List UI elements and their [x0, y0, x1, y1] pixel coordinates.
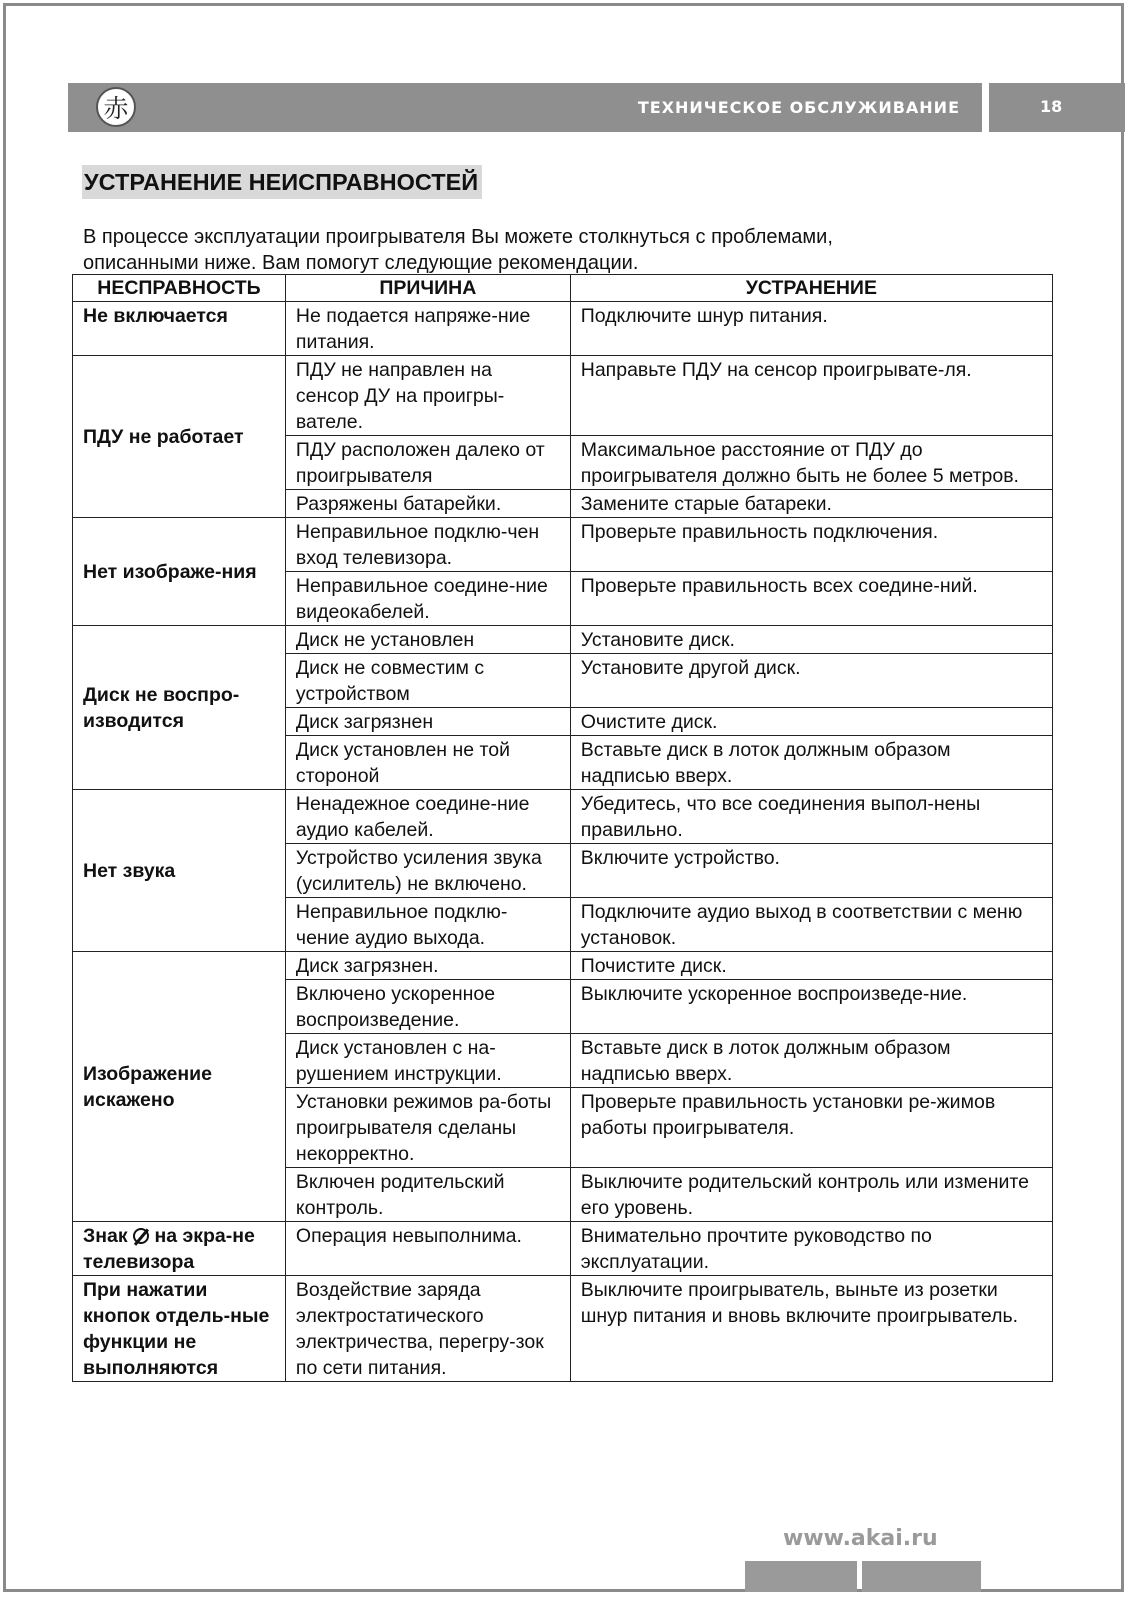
- table-row: [73, 518, 1053, 572]
- prohibited-sign-icon: [133, 1228, 149, 1244]
- cause-cell: Неправильное соедине-ние видеокабелей.: [285, 572, 570, 626]
- cause-cell: Включено ускоренное воспроизведение.: [285, 980, 570, 1034]
- intro-paragraph: [83, 224, 1043, 276]
- section-title: УСТРАНЕНИЕ НЕИСПРАВНОСТЕЙ: [82, 165, 482, 199]
- remedy-cell: Подключите шнур питания.: [570, 302, 1052, 356]
- remedy-cell: Внимательно прочтите руководство по эксплуатации.: [570, 1222, 1052, 1276]
- remedy-cell: Установите диск.: [570, 626, 1052, 654]
- cause-cell: Не подается напряже-ние питания.: [285, 302, 570, 356]
- remedy-cell: Очистите диск.: [570, 708, 1052, 736]
- cause-cell: Установки режимов ра-боты проигрывателя сделаны некорректно.: [285, 1088, 570, 1168]
- remedy-cell: Убедитесь, что все соединения выпол-нены правильно.: [570, 790, 1052, 844]
- fault-cell: Диск не воспро-изводится: [73, 626, 286, 790]
- remedy-cell: Проверьте правильность подключения.: [570, 518, 1052, 572]
- remedy-cell: Выключите родительский контроль или измените его уровень.: [570, 1168, 1052, 1222]
- table-row: [73, 952, 1053, 980]
- cause-cell: Операция невыполнима.: [285, 1222, 570, 1276]
- header-fault: НЕСПРАВНОСТЬ: [73, 275, 286, 302]
- akai-logo: 赤: [96, 87, 136, 127]
- fault-cell: Нет изображе-ния: [73, 518, 286, 626]
- footer-block-left: [745, 1561, 857, 1592]
- table-header-row: [73, 275, 1053, 302]
- remedy-cell: Замените старые батареки.: [570, 490, 1052, 518]
- footer-block-right: [862, 1561, 981, 1592]
- cause-cell: Диск загрязнен: [285, 708, 570, 736]
- cause-cell: Диск не совместим с устройством: [285, 654, 570, 708]
- table-row: [73, 1276, 1053, 1382]
- fault-cell: Нет звука: [73, 790, 286, 952]
- cause-cell: Неправильное подклю-чение аудио выхода.: [285, 898, 570, 952]
- cause-cell: Диск установлен с на-рушением инструкции.: [285, 1034, 570, 1088]
- remedy-cell: Подключите аудио выход в соответствии с меню установок.: [570, 898, 1052, 952]
- remedy-cell: Почистите диск.: [570, 952, 1052, 980]
- header-remedy: УСТРАНЕНИЕ: [570, 275, 1052, 302]
- remedy-cell: Направьте ПДУ на сенсор проигрывате-ля.: [570, 356, 1052, 436]
- table-row: [73, 626, 1053, 654]
- remedy-cell: Вставьте диск в лоток должным образом надписью вверх.: [570, 1034, 1052, 1088]
- table-row: [73, 1222, 1053, 1276]
- header-title: ТЕХНИЧЕСКОЕ ОБСЛУЖИВАНИЕ: [637, 98, 960, 117]
- intro-line-2: описанными ниже. Вам помогут следующие рекомендации.: [83, 252, 639, 274]
- fault-cell: Изображение искажено: [73, 952, 286, 1222]
- cause-cell: Неправильное подклю-чен вход телевизора.: [285, 518, 570, 572]
- page-number: 18: [1040, 97, 1063, 116]
- remedy-cell: Включите устройство.: [570, 844, 1052, 898]
- fault-text-part-1: Знак: [83, 1225, 134, 1247]
- remedy-cell: Проверьте правильность всех соедине-ний.: [570, 572, 1052, 626]
- remedy-cell: Проверьте правильность установки ре-жимов работы проигрывателя.: [570, 1088, 1052, 1168]
- remedy-cell: Вставьте диск в лоток должным образом надписью вверх.: [570, 736, 1052, 790]
- cause-cell: Включен родительский контроль.: [285, 1168, 570, 1222]
- intro-line-1: В процессе эксплуатации проигрывателя Вы можете столкнуться с проблемами,: [83, 226, 833, 248]
- cause-cell: Ненадежное соедине-ние аудио кабелей.: [285, 790, 570, 844]
- cause-cell: ПДУ не направлен на сенсор ДУ на проигры-вателе.: [285, 356, 570, 436]
- fault-cell: ПДУ не работает: [73, 356, 286, 518]
- cause-cell: Диск не установлен: [285, 626, 570, 654]
- table-row: [73, 790, 1053, 844]
- header-cause: ПРИЧИНА: [285, 275, 570, 302]
- remedy-cell: Установите другой диск.: [570, 654, 1052, 708]
- fault-text-part-2: на экра-не телевизора: [83, 1225, 255, 1273]
- table-row: [73, 302, 1053, 356]
- troubleshooting-table: [72, 274, 1053, 1382]
- cause-cell: Диск установлен не той стороной: [285, 736, 570, 790]
- table-row: [73, 356, 1053, 436]
- remedy-cell: Выключите проигрыватель, выньте из розетки шнур питания и вновь включите проигрыватель.: [570, 1276, 1052, 1382]
- cause-cell: Воздействие заряда электростатического электричества, перегру-зок по сети питания.: [285, 1276, 570, 1382]
- cause-cell: ПДУ расположен далеко от проигрывателя: [285, 436, 570, 490]
- website-url: www.akai.ru: [783, 1526, 938, 1551]
- cause-cell: Устройство усиления звука (усилитель) не включено.: [285, 844, 570, 898]
- fault-cell: Не включается: [73, 302, 286, 356]
- cause-cell: Разряжены батарейки.: [285, 490, 570, 518]
- fault-cell: [73, 1222, 286, 1276]
- remedy-cell: Максимальное расстояние от ПДУ до проигрывателя должно быть не более 5 метров.: [570, 436, 1052, 490]
- cause-cell: Диск загрязнен.: [285, 952, 570, 980]
- remedy-cell: Выключите ускоренное воспроизведе-ние.: [570, 980, 1052, 1034]
- fault-cell: При нажатии кнопок отдель-ные функции не выполняются: [73, 1276, 286, 1382]
